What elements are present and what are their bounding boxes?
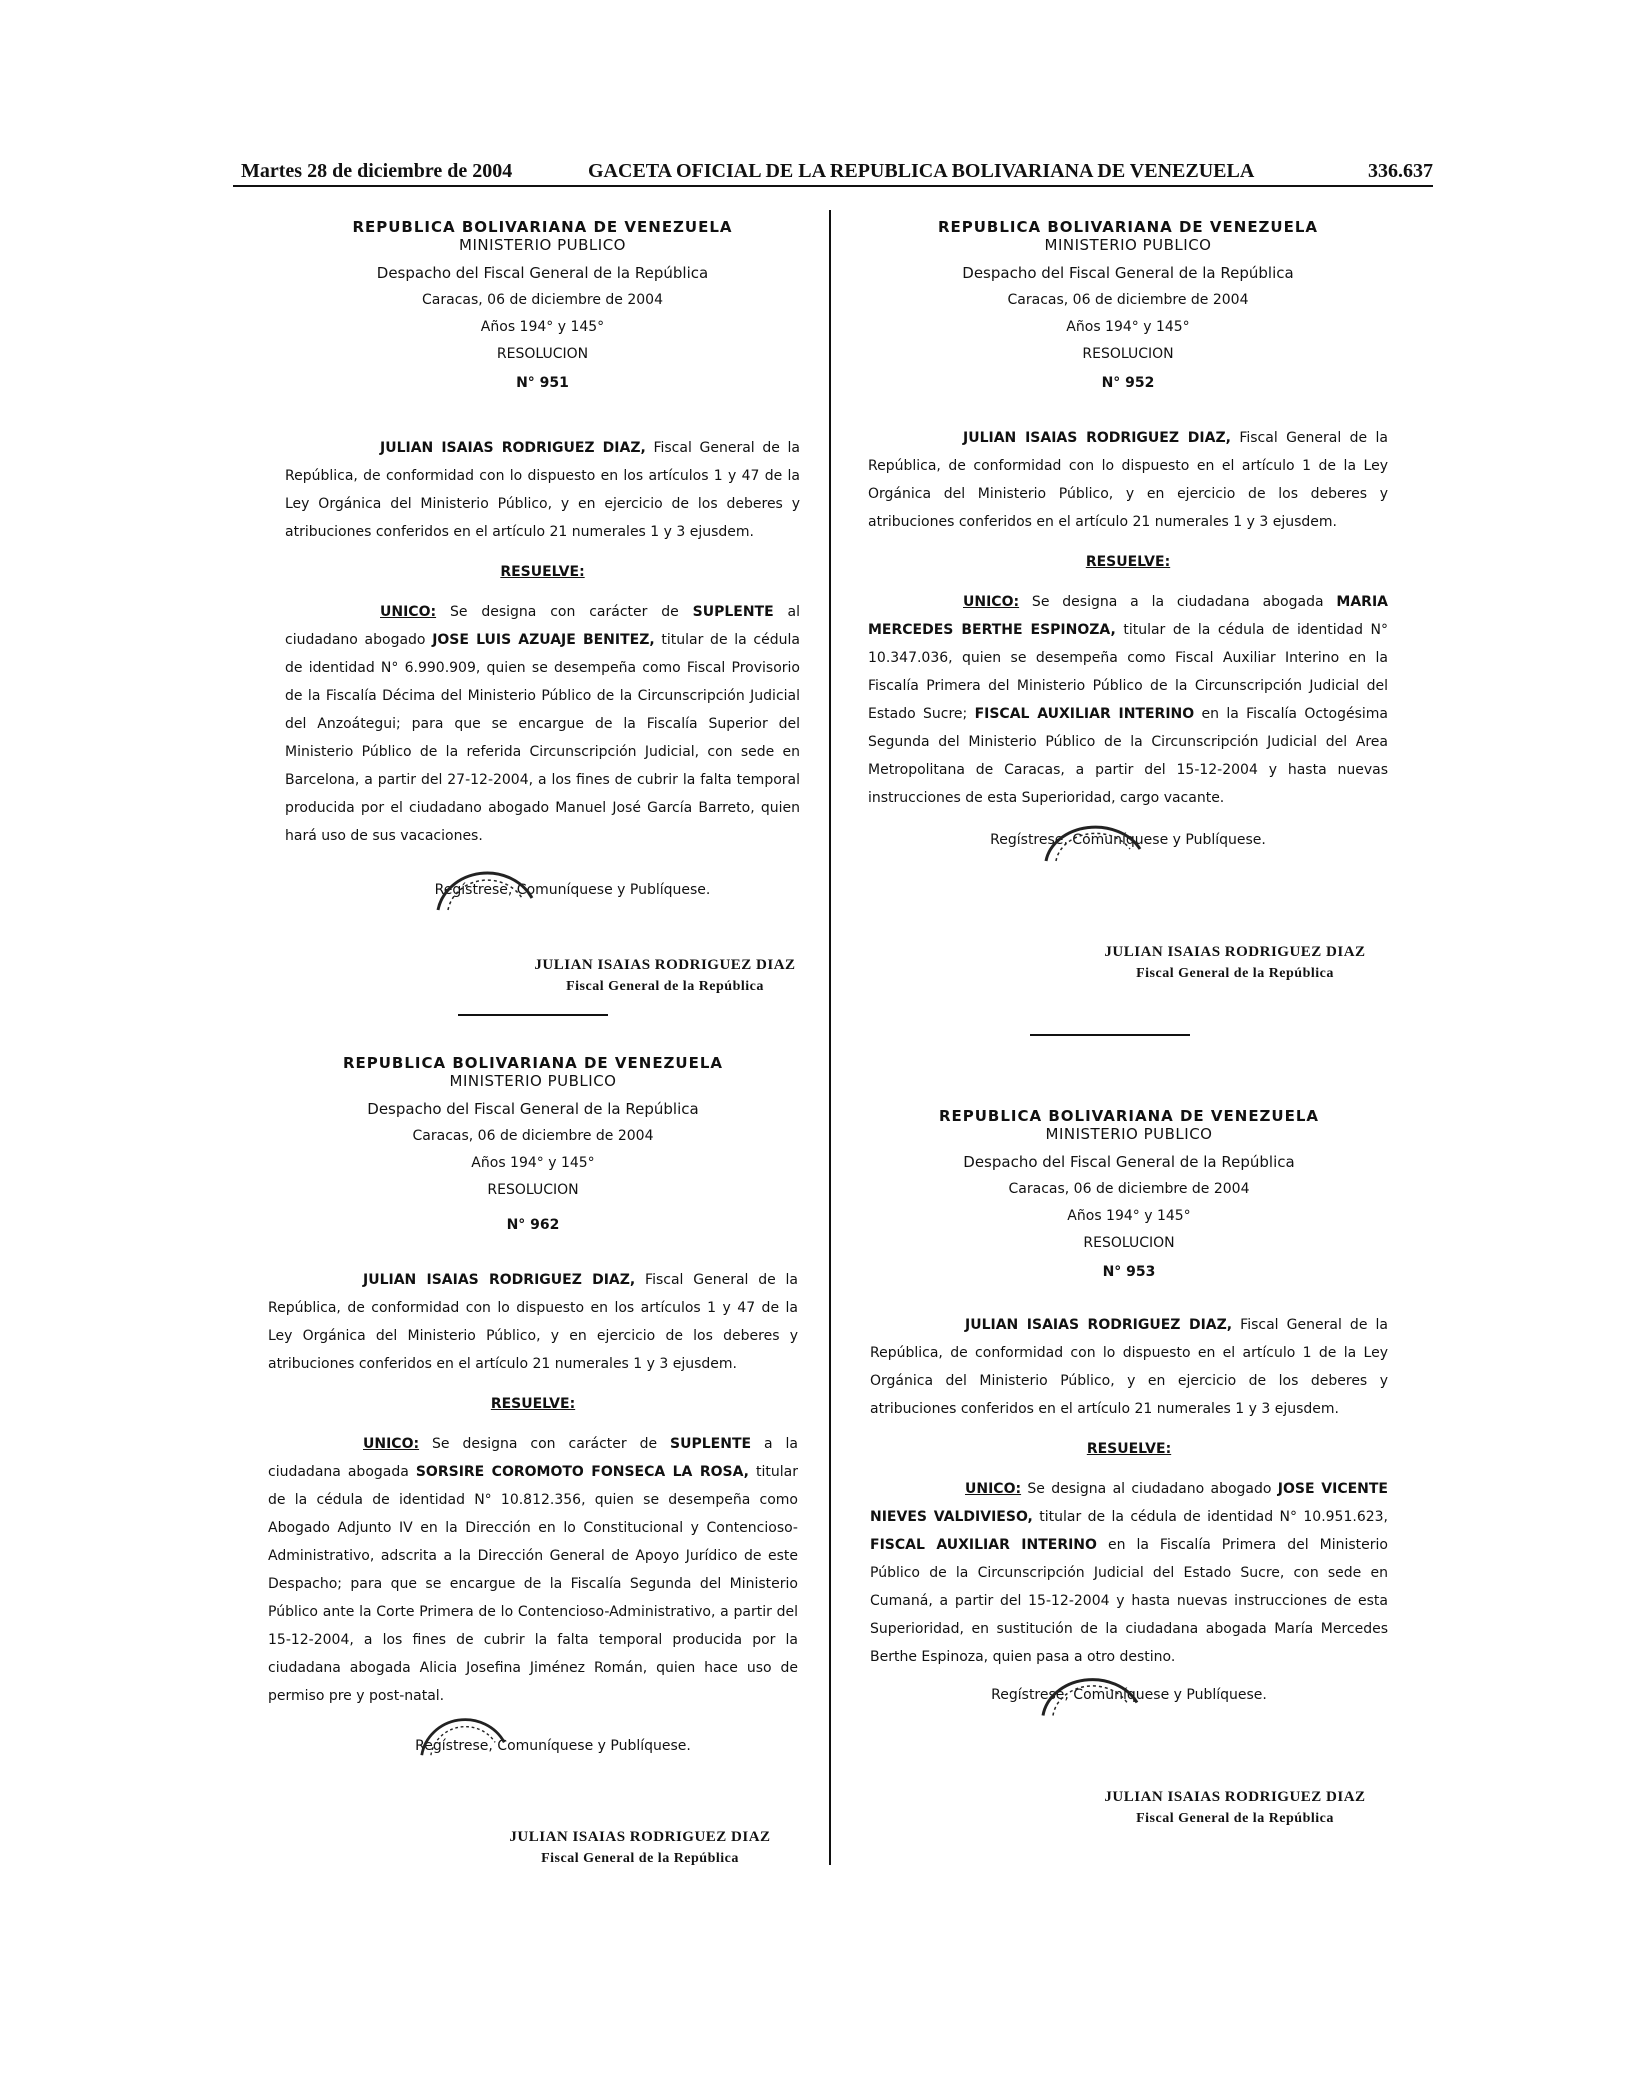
- ministry-name: MINISTERIO PUBLICO: [1044, 236, 1212, 254]
- preamble-name: JULIAN ISAIAS RODRIGUEZ DIAZ,: [363, 1272, 636, 1288]
- section-separator: [458, 1014, 608, 1016]
- resolution-number: N° 952: [1101, 375, 1155, 391]
- unico-text-2: titular de la cédula de identidad N° 10.347.036, quien se desempeña como Fiscal Auxiliar Interino en la Fiscalía Primera del Ministerio Público de la Circunscripción Judicial del Estado Sucre;: [868, 622, 1388, 722]
- republic-name: REPUBLICA BOLIVARIANA DE VENEZUELA: [342, 1054, 724, 1072]
- unico-text-3: en la Fiscalía Octogésima Segunda del Ministerio Público de la Circunscripción Judicial del Area Metropolitana de Caracas, a partir del 15-12-2004 y hasta nuevas instrucciones de esta Superioridad, cargo vacante.: [868, 706, 1388, 806]
- unico-text-3: titular de la cédula de identidad N° 6.990.909, quien se desempeña como Fiscal Provisorio de la Fiscalía Décima del Ministerio Público de la Circunscripción Judicial del Anzoátegui; para que se encargue de la Fiscalía Superior del Ministerio Público de la referida Circunscripción Judicial, con sede en Barcelona, a partir del 27-12-2004, a los fines de cubrir la falta temporal producida por el ciudadano abogado Manuel José García Barreto, quien hará uso de sus vacaciones.: [285, 632, 800, 844]
- unico-text-1: Se designa con carácter de: [419, 1436, 671, 1452]
- resolution-years: Años 194° y 145°: [1066, 319, 1190, 335]
- resuelve-heading: RESUELVE:: [500, 564, 585, 580]
- ministry-name: MINISTERIO PUBLICO: [459, 236, 626, 254]
- resolution-number: N° 953: [1102, 1264, 1156, 1280]
- unico-bold-1: SUPLENTE: [692, 604, 774, 620]
- official-stamp-icon: [430, 858, 540, 913]
- office-name: Despacho del Fiscal General de la República: [962, 264, 1294, 282]
- unico-paragraph: [868, 588, 1388, 812]
- preamble-text: Fiscal General de la República, de conformidad con lo dispuesto en el artículo 1 de la Ley Orgánica del Ministerio Público, y en ejercicio de los deberes y atribuciones conferidos en el artículo 21 numerales 1 y 3 ejusdem.: [868, 430, 1388, 530]
- header-rule: [233, 185, 1433, 187]
- closing-line: [268, 1732, 798, 1760]
- closing-line: [285, 876, 800, 904]
- office-name: Despacho del Fiscal General de la República: [376, 264, 709, 282]
- resolution-953: [870, 1107, 1388, 1709]
- header-date: Martes 28 de diciembre de 2004: [241, 160, 513, 182]
- signer-name: JULIAN ISAIAS RODRIGUEZ DIAZ: [534, 957, 796, 973]
- preamble-text: Fiscal General de la República, de conformidad con lo dispuesto en los artículos 1 y 47 de la Ley Orgánica del Ministerio Público, y en ejercicio de los deberes y atribuciones conferidos en el artículo 21 numerales 1 y 3 ejusdem.: [268, 1272, 799, 1372]
- unico-bold-1: JOSE VICENTE NIEVES VALDIVIESO,: [870, 1481, 1388, 1525]
- page-header: [233, 160, 1433, 186]
- signer-title: Fiscal General de la República: [1136, 1811, 1334, 1826]
- resolution-962: [268, 1054, 798, 1760]
- official-stamp-icon: [1035, 1667, 1145, 1722]
- preamble-name: JULIAN ISAIAS RODRIGUEZ DIAZ,: [965, 1317, 1233, 1333]
- unico-paragraph: [285, 598, 800, 850]
- unico-text-3: en la Fiscalía Primera del Ministerio Público de la Circunscripción Judicial del Estado Sucre, con sede en Cumaná, a partir del 15-12-2004 y hasta nuevas instrucciones de esta Superioridad, en sustitución de la ciudadana abogada María Mercedes Berthe Espinoza, quien pasa a otro destino.: [870, 1537, 1388, 1665]
- signer-name: JULIAN ISAIAS RODRIGUEZ DIAZ: [1104, 944, 1366, 960]
- resolution-date: Caracas, 06 de diciembre de 2004: [1008, 1181, 1250, 1197]
- signer-title: Fiscal General de la República: [1136, 966, 1334, 981]
- official-stamp-icon: [408, 1702, 518, 1757]
- preamble: [868, 424, 1388, 536]
- resolution-heading: [285, 218, 800, 398]
- resolution-years: Años 194° y 145°: [1067, 1208, 1191, 1224]
- resolution-type: RESOLUCION: [1082, 346, 1174, 362]
- signer-name: JULIAN ISAIAS RODRIGUEZ DIAZ: [1104, 1789, 1366, 1805]
- unico-paragraph: [870, 1475, 1388, 1671]
- resolution-number: N° 962: [506, 1217, 560, 1233]
- closing-text: Regístrese, Comuníquese y Publíquese.: [415, 1738, 691, 1754]
- resolution-952: [868, 218, 1388, 854]
- resuelve-heading: RESUELVE:: [1085, 554, 1171, 570]
- republic-name: REPUBLICA BOLIVARIANA DE VENEZUELA: [352, 218, 733, 236]
- office-name: Despacho del Fiscal General de la República: [367, 1100, 699, 1118]
- resolution-date: Caracas, 06 de diciembre de 2004: [422, 292, 663, 308]
- signature-953: [1060, 1786, 1410, 1830]
- preamble-name: JULIAN ISAIAS RODRIGUEZ DIAZ,: [380, 440, 646, 456]
- resuelve-heading: RESUELVE:: [1086, 1441, 1172, 1457]
- resolution-type: RESOLUCION: [1083, 1235, 1175, 1251]
- signature-952: [1060, 941, 1410, 985]
- unico-text-1: Se designa con carácter de: [436, 604, 693, 620]
- signature-951: [490, 954, 840, 998]
- preamble: [285, 434, 800, 546]
- header-publication: GACETA OFICIAL DE LA REPUBLICA BOLIVARIANA DE VENEZUELA: [588, 160, 1255, 182]
- resolution-date: Caracas, 06 de diciembre de 2004: [1007, 292, 1249, 308]
- resolution-951: [285, 218, 800, 904]
- unico-bold-1: MARIA MERCEDES BERTHE ESPINOZA,: [868, 594, 1388, 638]
- resolution-heading: [868, 218, 1388, 398]
- preamble-name: JULIAN ISAIAS RODRIGUEZ DIAZ,: [963, 430, 1231, 446]
- unico-bold-2: FISCAL AUXILIAR INTERINO: [870, 1537, 1097, 1553]
- ministry-name: MINISTERIO PUBLICO: [449, 1072, 617, 1090]
- preamble-text: Fiscal General de la República, de conformidad con lo dispuesto en los artículos 1 y 47 de la Ley Orgánica del Ministerio Público, y en ejercicio de los deberes y atribuciones conferidos en el artículo 21 numerales 1 y 3 ejusdem.: [285, 440, 800, 540]
- signer-title: Fiscal General de la República: [541, 1851, 739, 1866]
- closing-text: Regístrese, Comuníquese y Publíquese.: [990, 832, 1266, 848]
- unico-label: UNICO:: [963, 594, 1020, 610]
- closing-text: Regístrese, Comuníquese y Publíquese.: [991, 1687, 1267, 1703]
- unico-text-2: a la ciudadana abogada: [268, 1436, 799, 1480]
- resolution-years: Años 194° y 145°: [471, 1155, 595, 1171]
- unico-label: UNICO:: [380, 604, 437, 620]
- unico-label: UNICO:: [363, 1436, 420, 1452]
- resolution-date: Caracas, 06 de diciembre de 2004: [412, 1128, 654, 1144]
- preamble: [870, 1311, 1388, 1423]
- unico-paragraph: [268, 1430, 798, 1710]
- ministry-name: MINISTERIO PUBLICO: [1045, 1125, 1213, 1143]
- unico-text-1: Se designa a la ciudadana abogada: [1019, 594, 1337, 610]
- resolution-type: RESOLUCION: [487, 1182, 579, 1198]
- closing-line: [868, 826, 1388, 854]
- resolution-heading: [268, 1054, 798, 1240]
- unico-bold-2: FISCAL AUXILIAR INTERINO: [974, 706, 1195, 722]
- unico-text-1: Se designa al ciudadano abogado: [1021, 1481, 1278, 1497]
- resuelve-heading: RESUELVE:: [490, 1396, 576, 1412]
- unico-bold-1: SUPLENTE: [670, 1436, 752, 1452]
- column-divider: [829, 210, 831, 1865]
- unico-text-2: al ciudadano abogado: [285, 604, 800, 648]
- resolution-number: N° 951: [516, 375, 569, 391]
- preamble-text: Fiscal General de la República, de conformidad con lo dispuesto en el artículo 1 de la Ley Orgánica del Ministerio Público, y en ejercicio de los deberes y atribuciones conferidos en el artículo 21 numerales 1 y 3 ejusdem.: [870, 1317, 1388, 1417]
- unico-text-3: titular de la cédula de identidad N° 10.812.356, quien se desempeña como Abogado Adjunto IV en la Dirección en lo Constitucional y Contencioso-Administrativo, adscrita a la Dirección General de Apoyo Jurídico de este Despacho; para que se encargue de la Fiscalía Segunda del Ministerio Público ante la Corte Primera de lo Contencioso-Administrativo, a partir del 15-12-2004, a los fines de cubrir la falta temporal producida por la ciudadana abogada Alicia Josefina Jiménez Román, quien hace uso de permiso pre y post-natal.: [268, 1464, 798, 1704]
- republic-name: REPUBLICA BOLIVARIANA DE VENEZUELA: [938, 1107, 1320, 1125]
- signer-name: JULIAN ISAIAS RODRIGUEZ DIAZ: [509, 1829, 771, 1845]
- resolution-heading: [870, 1107, 1388, 1287]
- closing-text: Regístrese, Comuníquese y Publíquese.: [434, 882, 711, 898]
- resolution-type: RESOLUCION: [496, 346, 589, 362]
- official-stamp-icon: [1038, 814, 1148, 869]
- preamble: [268, 1266, 798, 1378]
- signature-962: [465, 1826, 815, 1870]
- resolution-years: Años 194° y 145°: [480, 319, 605, 335]
- unico-label: UNICO:: [965, 1481, 1022, 1497]
- unico-bold-2: JOSE LUIS AZUAJE BENITEZ,: [432, 632, 655, 648]
- signer-title: Fiscal General de la República: [566, 979, 764, 994]
- header-page-number: 336.637: [1368, 160, 1433, 182]
- unico-text-2: titular de la cédula de identidad N° 10.951.623,: [1032, 1509, 1388, 1525]
- closing-line: [870, 1681, 1388, 1709]
- republic-name: REPUBLICA BOLIVARIANA DE VENEZUELA: [937, 218, 1319, 236]
- office-name: Despacho del Fiscal General de la República: [963, 1153, 1295, 1171]
- section-separator: [1030, 1034, 1190, 1036]
- unico-bold-2: SORSIRE COROMOTO FONSECA LA ROSA,: [415, 1464, 750, 1480]
